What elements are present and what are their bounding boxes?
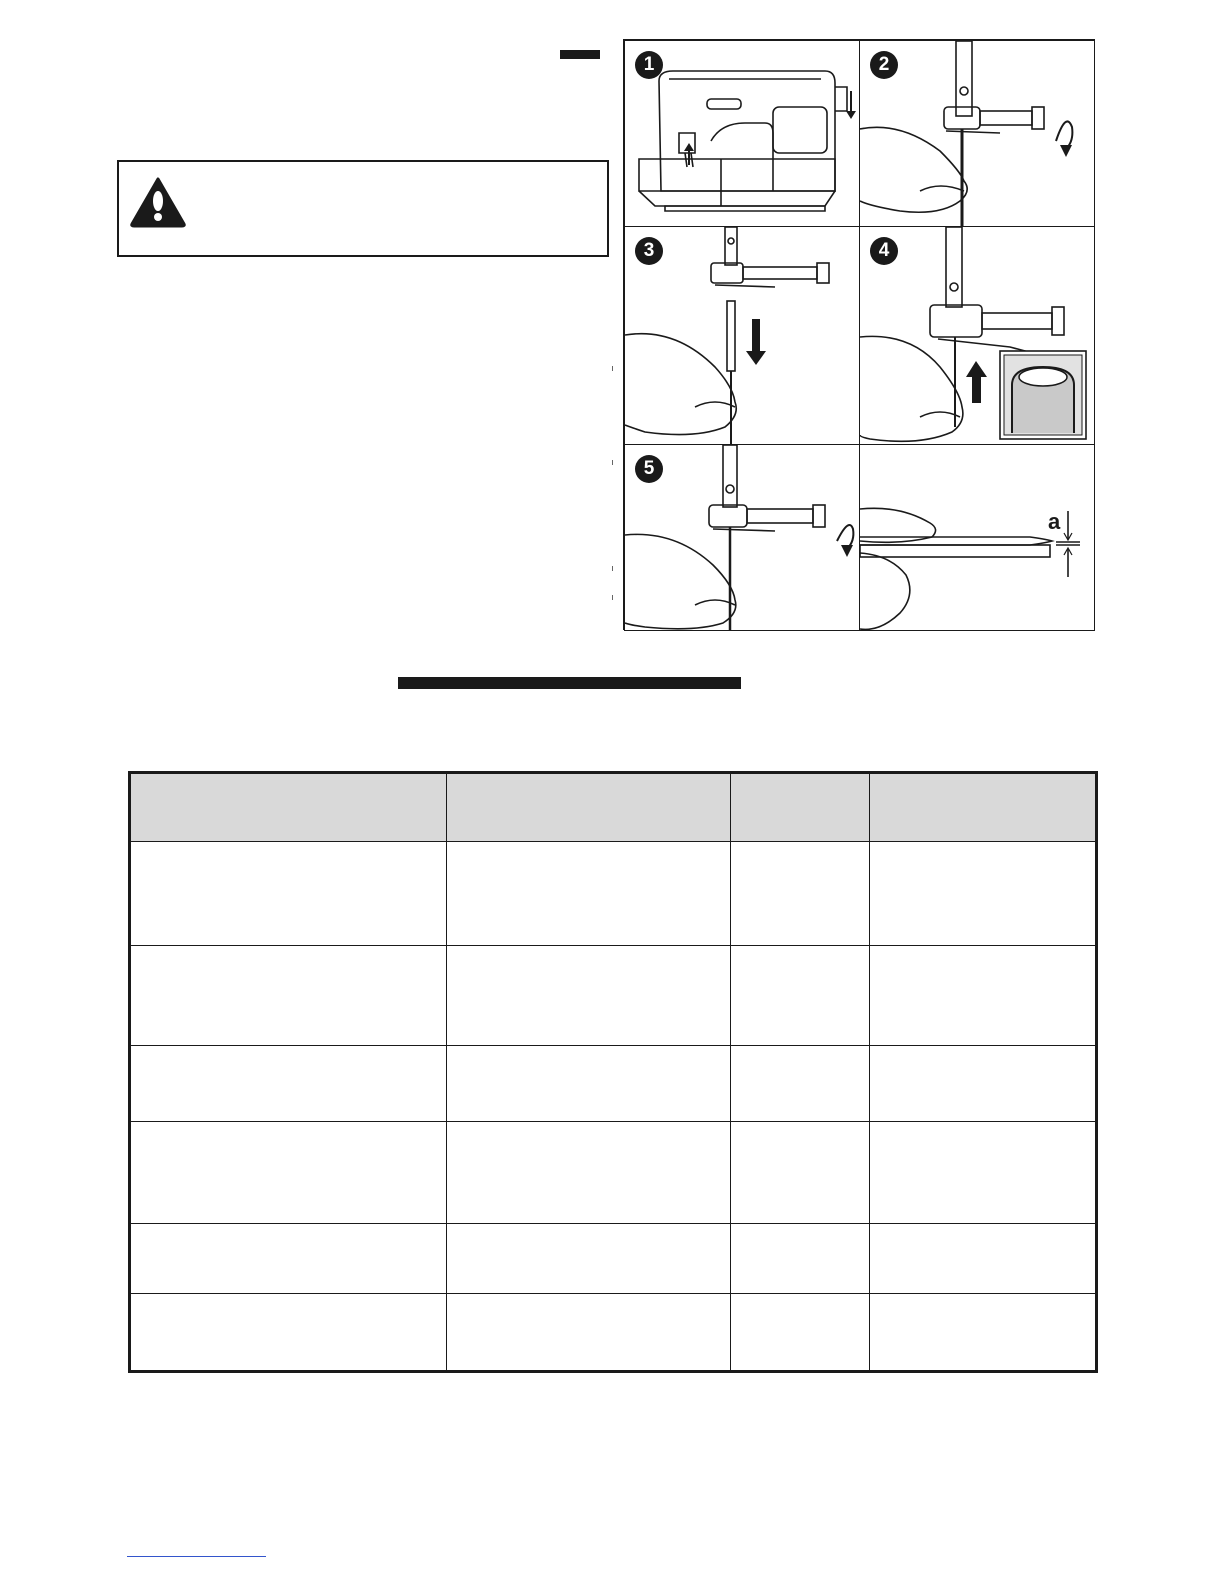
section-tab-marker <box>560 50 600 59</box>
table-cell <box>447 842 731 946</box>
scan-mark <box>612 595 613 600</box>
step-3-panel <box>624 226 860 445</box>
needle-fabric-table <box>128 771 1098 1373</box>
table-cell <box>731 1294 870 1372</box>
table-cell <box>130 1224 447 1294</box>
needle-check-panel <box>859 444 1095 631</box>
needle-straightness-illustration <box>860 445 1095 631</box>
table-cell <box>130 1294 447 1372</box>
section-heading-bar <box>398 677 741 689</box>
table-row <box>130 1294 1097 1372</box>
table-header-cell <box>447 773 731 842</box>
table-row <box>130 1224 1097 1294</box>
step-1-badge: 1 <box>635 51 663 79</box>
table-cell <box>870 1224 1097 1294</box>
needle-change-figure <box>623 39 1095 630</box>
table-header-cell <box>731 773 870 842</box>
table-cell <box>870 842 1097 946</box>
remove-needle-illustration <box>625 227 860 445</box>
step-4-badge: 4 <box>870 237 898 265</box>
table-cell <box>731 1046 870 1122</box>
insert-needle-illustration <box>860 227 1095 445</box>
table-cell <box>447 1224 731 1294</box>
step-3-badge: 3 <box>635 237 663 265</box>
table-cell <box>731 1224 870 1294</box>
footer-link-underline[interactable] <box>127 1556 266 1557</box>
table-row <box>130 1046 1097 1122</box>
table-cell <box>447 1046 731 1122</box>
table-cell <box>447 1294 731 1372</box>
table-row <box>130 842 1097 946</box>
table-cell <box>447 1122 731 1224</box>
table-cell <box>731 1122 870 1224</box>
table-row <box>130 946 1097 1046</box>
table-cell <box>870 1294 1097 1372</box>
step-4-panel <box>859 226 1095 445</box>
table-cell <box>130 1122 447 1224</box>
table-cell <box>731 946 870 1046</box>
table-header-cell <box>130 773 447 842</box>
table-cell <box>731 842 870 946</box>
step-5-badge: 5 <box>635 455 663 483</box>
table-row <box>130 1122 1097 1224</box>
step-2-panel <box>859 40 1095 227</box>
table-cell <box>130 946 447 1046</box>
table-cell <box>870 1122 1097 1224</box>
table-header-row <box>130 773 1097 842</box>
step-5-panel <box>624 444 860 631</box>
table-cell <box>447 946 731 1046</box>
scan-mark <box>612 460 613 465</box>
step-1-panel <box>624 40 860 227</box>
table-cell <box>870 946 1097 1046</box>
table-cell <box>130 1046 447 1122</box>
step-2-badge: 2 <box>870 51 898 79</box>
warning-triangle-icon <box>129 176 187 228</box>
warning-box <box>117 160 609 257</box>
scan-mark <box>612 566 613 571</box>
table-header-cell <box>870 773 1097 842</box>
scan-mark <box>612 366 613 371</box>
measure-gap-label: a <box>1048 509 1061 534</box>
table-cell <box>870 1046 1097 1122</box>
table-cell <box>130 842 447 946</box>
